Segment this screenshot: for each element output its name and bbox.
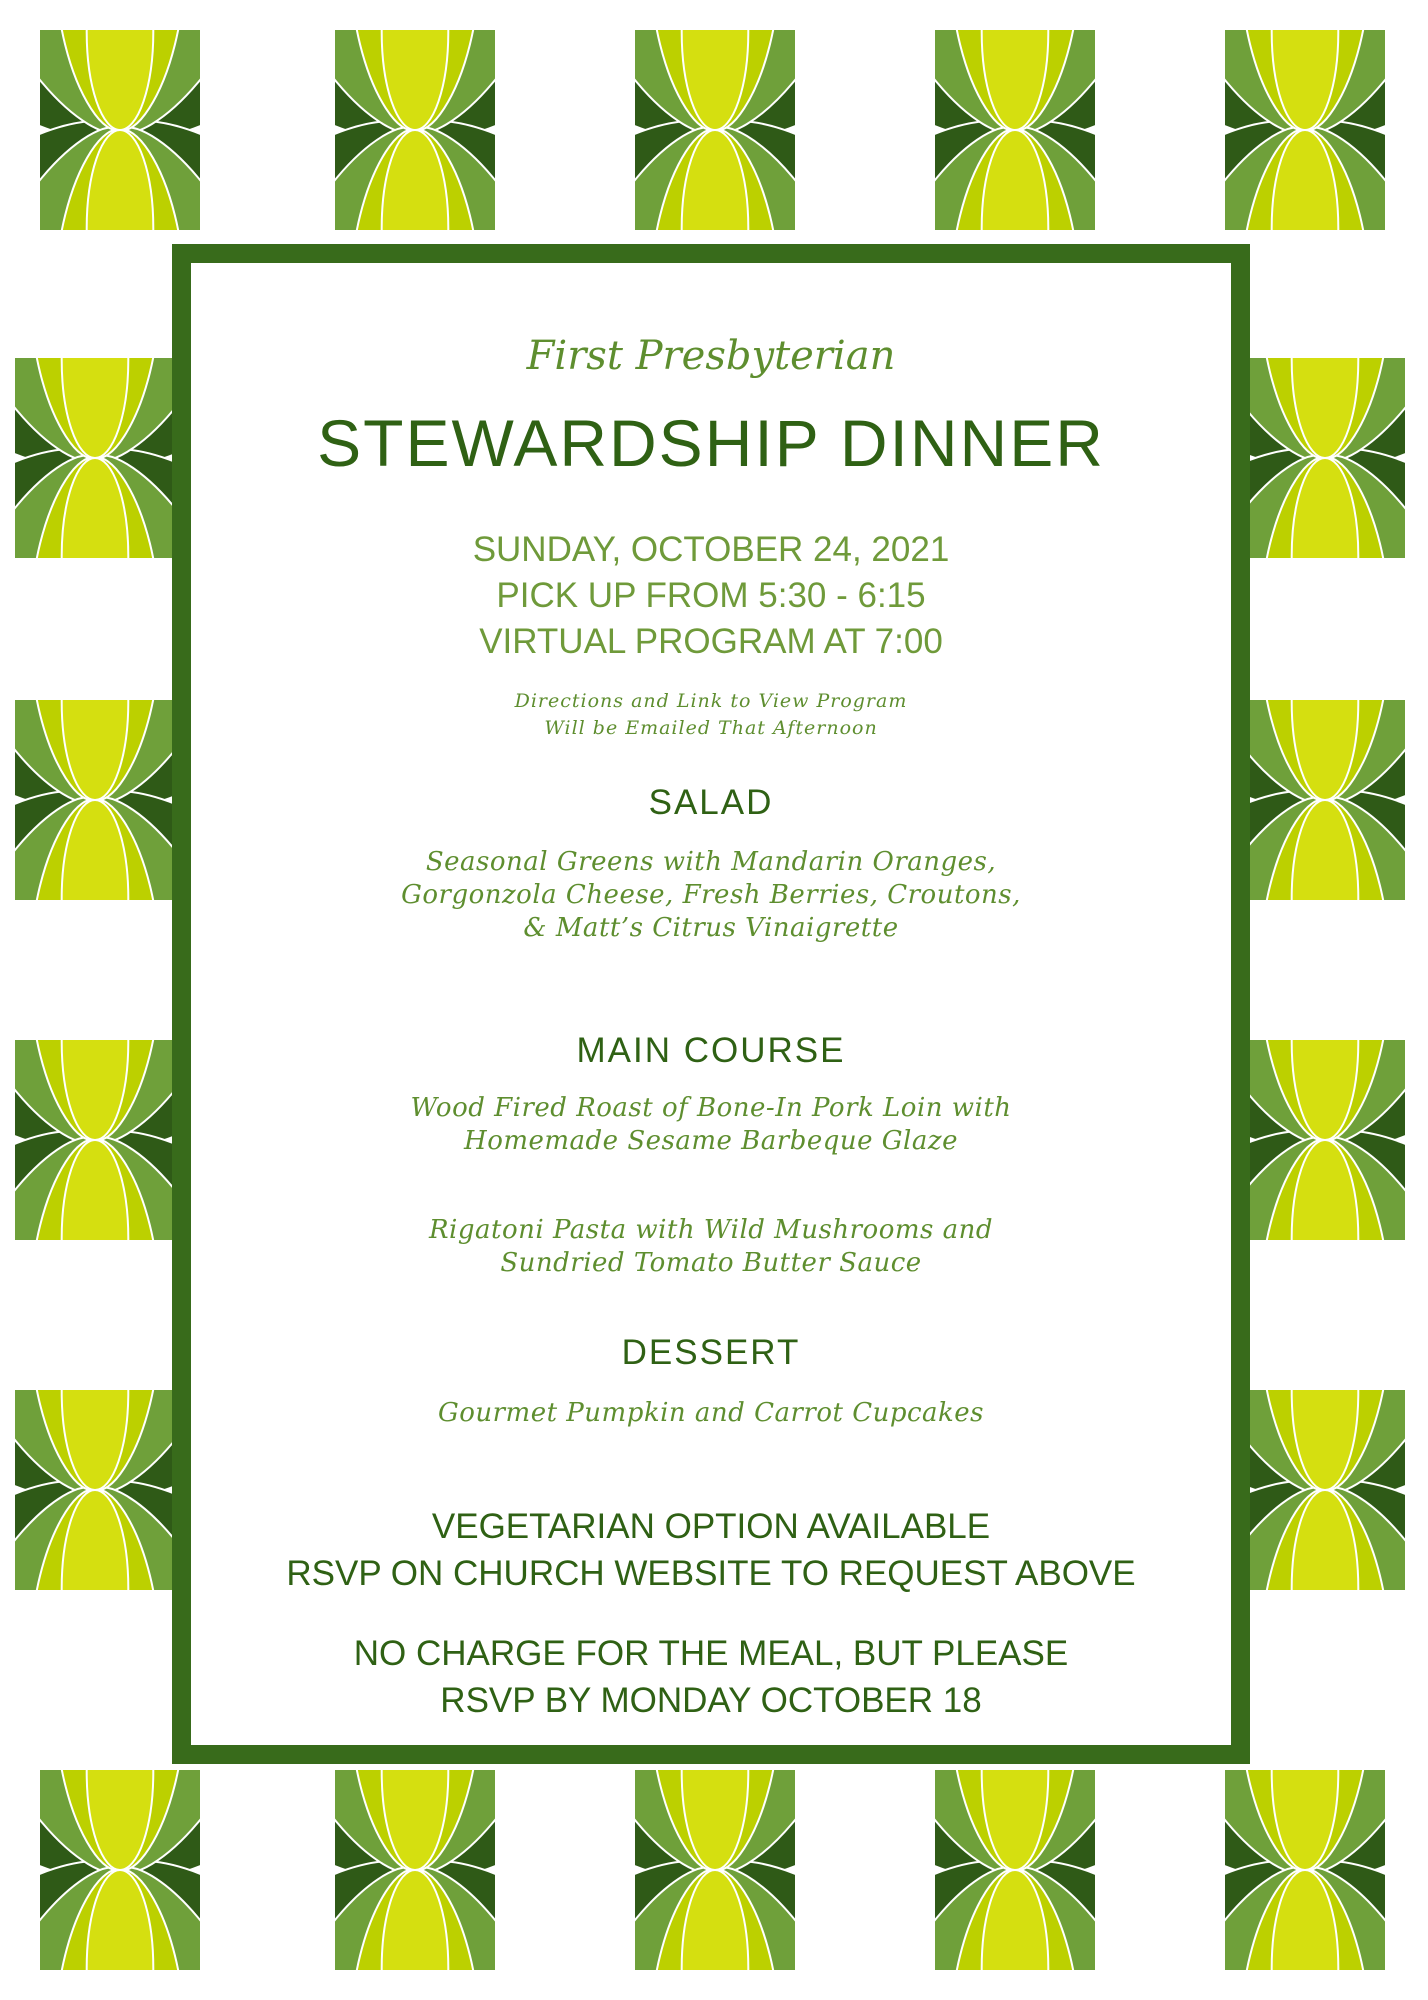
leaf-flower-icon	[635, 1770, 795, 1970]
salad-heading: SALAD	[648, 783, 774, 822]
event-date: SUNDAY, OCTOBER 24, 2021	[472, 530, 950, 569]
leaf-flower-icon	[935, 30, 1095, 230]
main-course-option-pasta	[191, 1214, 1231, 1280]
rsvp-line: RSVP BY MONDAY OCTOBER 18	[440, 1681, 982, 1720]
directions-note-line: Directions and Link to View Program	[514, 690, 908, 712]
leaf-flower-icon	[40, 30, 200, 230]
main-course-heading: MAIN COURSE	[576, 1031, 846, 1070]
leaf-flower-icon	[935, 1770, 1095, 1970]
main-course-option-pork	[191, 1092, 1231, 1158]
organization-name: First Presbyterian	[526, 333, 896, 379]
leaf-flower-icon	[335, 30, 495, 230]
leaf-flower-icon	[1245, 1040, 1405, 1240]
leaf-flower-icon	[1225, 1770, 1385, 1970]
main-course-line: Homemade Sesame Barbeque Glaze	[464, 1126, 958, 1156]
program-time: VIRTUAL PROGRAM AT 7:00	[479, 622, 943, 661]
leaf-flower-icon	[1245, 1390, 1405, 1590]
leaf-flower-icon	[15, 1390, 175, 1590]
leaf-flower-icon	[1225, 30, 1385, 230]
dessert-line: Gourmet Pumpkin and Carrot Cupcakes	[437, 1398, 985, 1428]
leaf-flower-icon	[40, 1770, 200, 1970]
salad-description	[191, 846, 1231, 945]
salad-line: & Matt’s Citrus Vinaigrette	[523, 913, 899, 943]
directions-note-line: Will be Emailed That Afternoon	[544, 717, 878, 739]
directions-note	[191, 688, 1231, 742]
dessert-heading: DESSERT	[621, 1333, 801, 1372]
rsvp-line: NO CHARGE FOR THE MEAL, BUT PLEASE	[353, 1634, 1069, 1673]
vegetarian-line: VEGETARIAN OPTION AVAILABLE	[431, 1507, 991, 1546]
dessert-description	[191, 1397, 1231, 1430]
main-course-line: Sundried Tomato Butter Sauce	[500, 1248, 922, 1278]
main-course-line: Wood Fired Roast of Bone-In Pork Loin with	[410, 1093, 1012, 1123]
vegetarian-line: RSVP ON CHURCH WEBSITE TO REQUEST ABOVE	[286, 1554, 1136, 1593]
leaf-flower-icon	[15, 358, 175, 558]
pickup-time: PICK UP FROM 5:30 - 6:15	[496, 576, 926, 615]
main-course-line: Rigatoni Pasta with Wild Mushrooms and	[428, 1215, 994, 1245]
event-title: STEWARDSHIP DINNER	[317, 406, 1105, 480]
leaf-flower-icon	[335, 1770, 495, 1970]
salad-line: Gorgonzola Cheese, Fresh Berries, Croutons,	[401, 880, 1021, 910]
leaf-flower-icon	[15, 1040, 175, 1240]
leaf-flower-icon	[635, 30, 795, 230]
leaf-flower-icon	[15, 700, 175, 900]
vegetarian-notice	[191, 1503, 1231, 1597]
event-schedule	[191, 527, 1231, 665]
leaf-flower-icon	[1245, 700, 1405, 900]
invitation-frame	[172, 244, 1250, 1764]
rsvp-notice	[191, 1630, 1231, 1724]
salad-line: Seasonal Greens with Mandarin Oranges,	[425, 847, 997, 877]
leaf-flower-icon	[1245, 358, 1405, 558]
